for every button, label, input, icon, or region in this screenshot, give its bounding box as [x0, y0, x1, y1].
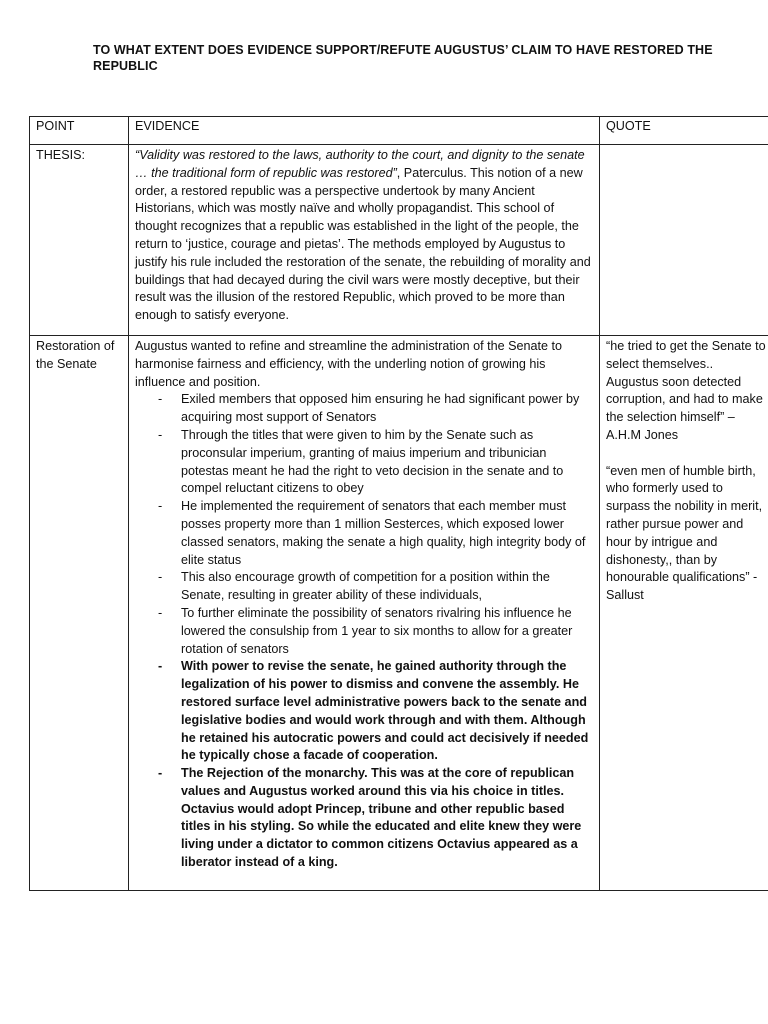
table-header-row [30, 117, 768, 145]
evidence-cell [129, 335, 600, 890]
list-item: - He implemented the requirement of senators that each member must posses property more than 1 million Sesterces, which exposed lower classed senators, making the senate a high quality, high integrity body of elite status [135, 498, 593, 569]
list-item: - Through the titles that were given to him by the Senate such as proconsular imperium, granting of maius imperium and tribunician potestas meant he had the right to veto decision in the senate and to compel reluctant citizens to obey [135, 427, 593, 498]
quote-spacer [606, 445, 767, 463]
header-quote: QUOTE [600, 117, 768, 145]
quote-cell [600, 145, 768, 336]
list-item: - Exiled members that opposed him ensuring he had significant power by acquiring most support of Senators [135, 391, 593, 427]
point-cell: THESIS: [30, 145, 129, 336]
list-item: - To further eliminate the possibility of senators rivalring his influence he lowered the consulship from 1 year to six months to allow for a greater rotation of senators [135, 605, 593, 658]
thesis-text: , Paterculus. This notion of a new order, a restored republic was a perspective undertook by many Ancient Historians, which was mostly naïve and wholly propagandist. This school of thought recognizes that a republic was established in the light of the people, the return to ‘justice, courage and pietas’. The methods employed by Augustus to justify his rule included the restoration of the senate, the rebuilding of morality and buildings that had decayed during the civil wars were mostly deceptive, but their result was the illusion of the restored Republic, which proved to be more than enough to satisfy everyone. [135, 165, 591, 323]
header-evidence: EVIDENCE [129, 117, 600, 145]
page-title: TO WHAT EXTENT DOES EVIDENCE SUPPORT/REFUTE AUGUSTUS’ CLAIM TO HAVE RESTORED THE REPUBLIC [93, 43, 713, 73]
list-item: - The Rejection of the monarchy. This was at the core of republican values and Augustus worked around this via his choice in titles. Octavius would adopt Princep, tribune and other republic based titles in his styling. So while the educated and elite knew they were living under a dictator to common citizens Octavius appeared as a liberator instead of a king. [135, 765, 593, 872]
quote-jones: “he tried to get the Senate to select themselves.. Augustus soon detected corruption, and had to make the selection himself” – A.H.M Jones [606, 338, 766, 442]
list-item: - This also encourage growth of competition for a position within the Senate, resulting in greater ability of these individuals, [135, 569, 593, 605]
evidence-table [29, 116, 768, 891]
evidence-intro: Augustus wanted to refine and streamline the administration of the Senate to harmonise fairness and efficiency, with the underling notion of growing his influence and position. [135, 338, 563, 389]
list-item: - With power to revise the senate, he gained authority through the legalization of his power to dismiss and convene the assembly. He restored surface level administrative powers back to the senate and legislative bodies and would work through and with them. Although he retained his autocratic powers and could act decisively if needed he typically chose a facade of cooperation. [135, 658, 593, 765]
quote-cell [600, 335, 768, 890]
table-row-senate [30, 335, 768, 890]
thesis-quote: “Validity was restored to the laws, authority to the court, and dignity to the senate … the traditional form of republic was restored” [135, 148, 585, 180]
evidence-cell [129, 145, 600, 336]
table-row-thesis [30, 145, 768, 336]
point-cell: Restoration of the Senate [30, 335, 129, 890]
evidence-points-list [135, 391, 593, 872]
header-point: POINT [30, 117, 129, 145]
quote-sallust: “even men of humble birth, who formerly used to surpass the nobility in merit, rather pursue power and hour by intrigue and dishonesty,, than by honourable qualifications” - Sallust [606, 463, 763, 603]
